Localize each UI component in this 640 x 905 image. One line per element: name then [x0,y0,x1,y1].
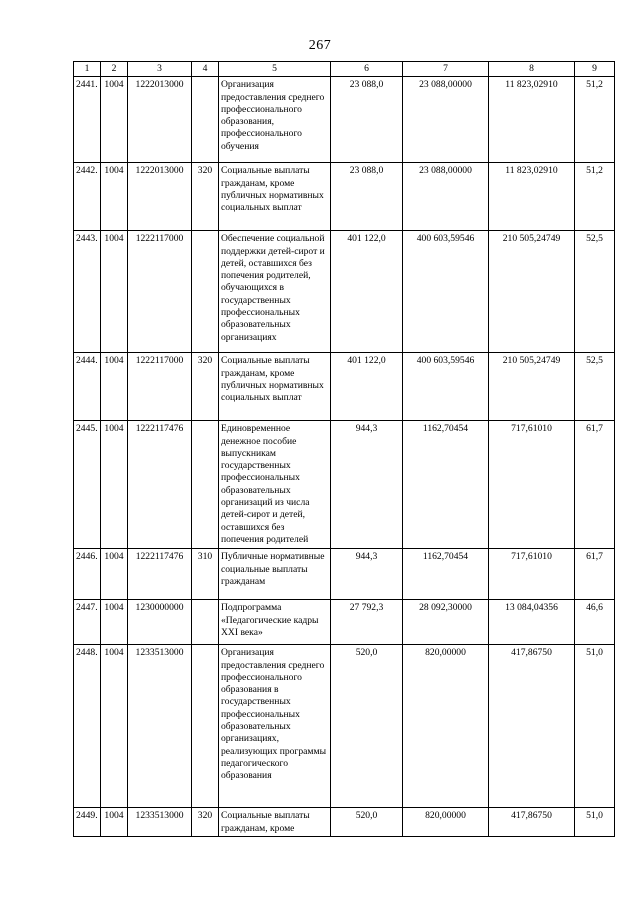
refined-amount: 23 088,00000 [403,163,489,231]
expense-type-code: 320 [192,353,219,421]
section-code: 1004 [101,353,128,421]
item-name: Публичные нормативные социальные выплаты гражданам [219,549,331,600]
table-row [74,421,615,549]
table-row [74,163,615,231]
refined-amount: 1162,70454 [403,421,489,549]
expense-type-code [192,77,219,163]
section-code: 1004 [101,163,128,231]
executed-amount: 417,86750 [489,645,575,808]
approved-amount: 401 122,0 [331,231,403,353]
approved-amount: 944,3 [331,421,403,549]
target-article-code: 1233513000 [128,645,192,808]
target-article-code: 1222117476 [128,421,192,549]
budget-table [73,61,615,837]
target-article-code: 1233513000 [128,808,192,837]
target-article-code: 1222117000 [128,231,192,353]
refined-amount: 28 092,30000 [403,600,489,645]
execution-percent: 51,2 [575,77,615,163]
refined-amount: 23 088,00000 [403,77,489,163]
refined-amount: 820,00000 [403,808,489,837]
expense-type-code [192,645,219,808]
section-code: 1004 [101,549,128,600]
target-article-code: 1222117000 [128,353,192,421]
table-row [74,600,615,645]
expense-type-code [192,421,219,549]
column-header: 2 [101,62,128,77]
page-number: 267 [308,38,332,53]
row-number: 2447. [74,600,101,645]
expense-type-code: 320 [192,163,219,231]
target-article-code: 1222117476 [128,549,192,600]
execution-percent: 52,5 [575,231,615,353]
column-header: 8 [489,62,575,77]
expense-type-code: 320 [192,808,219,837]
section-code: 1004 [101,231,128,353]
refined-amount: 1162,70454 [403,549,489,600]
execution-percent: 52,5 [575,353,615,421]
section-code: 1004 [101,645,128,808]
table-header-row [74,62,615,77]
expense-type-code [192,231,219,353]
executed-amount: 717,61010 [489,549,575,600]
approved-amount: 944,3 [331,549,403,600]
section-code: 1004 [101,77,128,163]
row-number: 2441. [74,77,101,163]
column-header: 3 [128,62,192,77]
table-row [74,549,615,600]
target-article-code: 1222013000 [128,163,192,231]
executed-amount: 13 084,04356 [489,600,575,645]
execution-percent: 61,7 [575,549,615,600]
executed-amount: 717,61010 [489,421,575,549]
expense-type-code [192,600,219,645]
item-name: Организация предоставления среднего профессионального образования в государственных профессиональных образовательных организациях, реализующих программы педагогического образования [219,645,331,808]
execution-percent: 51,0 [575,645,615,808]
column-header: 1 [74,62,101,77]
section-code: 1004 [101,421,128,549]
approved-amount: 23 088,0 [331,163,403,231]
approved-amount: 27 792,3 [331,600,403,645]
section-code: 1004 [101,600,128,645]
section-code: 1004 [101,808,128,837]
column-header: 9 [575,62,615,77]
column-header: 5 [219,62,331,77]
item-name: Организация предоставления среднего профессионального образования, профессионального обучения [219,77,331,163]
approved-amount: 401 122,0 [331,353,403,421]
target-article-code: 1222013000 [128,77,192,163]
refined-amount: 400 603,59546 [403,353,489,421]
row-number: 2449. [74,808,101,837]
expense-type-code: 310 [192,549,219,600]
target-article-code: 1230000000 [128,600,192,645]
refined-amount: 820,00000 [403,645,489,808]
table-row [74,645,615,808]
column-header: 6 [331,62,403,77]
item-name: Социальные выплаты гражданам, кроме публичных нормативных социальных выплат [219,163,331,231]
refined-amount: 400 603,59546 [403,231,489,353]
column-header: 7 [403,62,489,77]
execution-percent: 51,2 [575,163,615,231]
table-row [74,353,615,421]
executed-amount: 210 505,24749 [489,353,575,421]
approved-amount: 23 088,0 [331,77,403,163]
approved-amount: 520,0 [331,645,403,808]
table-row [74,77,615,163]
row-number: 2444. [74,353,101,421]
approved-amount: 520,0 [331,808,403,837]
row-number: 2445. [74,421,101,549]
item-name: Социальные выплаты гражданам, кроме [219,808,331,837]
item-name: Единовременное денежное пособие выпускникам государственных профессиональных образовательных организаций из числа детей-сирот и детей, оставшихся без попечения родителей [219,421,331,549]
row-number: 2442. [74,163,101,231]
table-row [74,231,615,353]
row-number: 2446. [74,549,101,600]
executed-amount: 210 505,24749 [489,231,575,353]
execution-percent: 51,0 [575,808,615,837]
executed-amount: 11 823,02910 [489,163,575,231]
item-name: Социальные выплаты гражданам, кроме публичных нормативных социальных выплат [219,353,331,421]
row-number: 2443. [74,231,101,353]
executed-amount: 11 823,02910 [489,77,575,163]
table-row [74,808,615,837]
executed-amount: 417,86750 [489,808,575,837]
column-header: 4 [192,62,219,77]
item-name: Подпрограмма «Педагогические кадры XXI века» [219,600,331,645]
item-name: Обеспечение социальной поддержки детей-сирот и детей, оставшихся без попечения родителей, обучающихся в государственных профессиональных образовательных организациях [219,231,331,353]
execution-percent: 61,7 [575,421,615,549]
execution-percent: 46,6 [575,600,615,645]
row-number: 2448. [74,645,101,808]
